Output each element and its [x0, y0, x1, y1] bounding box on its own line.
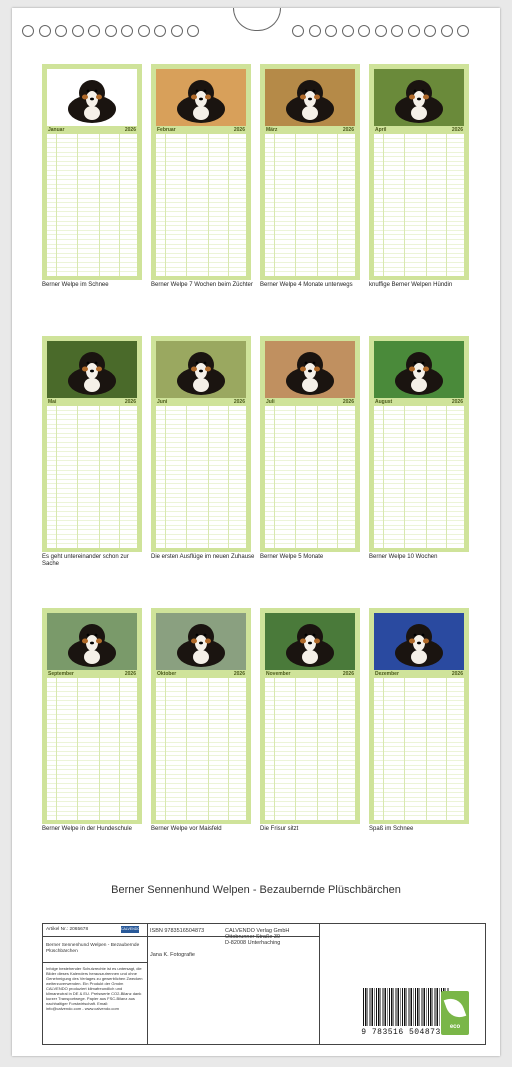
- publisher-line-2: Ottobrunner Straße 39: [225, 934, 281, 940]
- puppy-illustration: [156, 69, 246, 126]
- month-caption: Berner Welpe 10 Wochen: [369, 554, 438, 560]
- month-photo: [47, 69, 137, 126]
- grid-column-line: [295, 134, 296, 276]
- month-name: April: [375, 127, 387, 133]
- calendar-sheet: [12, 8, 500, 1056]
- divider: [147, 924, 148, 1044]
- puppy-illustration: [265, 69, 355, 126]
- month-name: Februar: [157, 127, 176, 133]
- planner-grid: [374, 678, 464, 820]
- eco-badge-icon: [441, 991, 469, 1035]
- month-header: [374, 670, 464, 678]
- calvendo-logo: CALVENDO: [121, 927, 140, 931]
- puppy-illustration: [47, 341, 137, 398]
- binding-ring: [88, 25, 100, 37]
- month-header: [265, 398, 355, 406]
- month-panel: [151, 608, 251, 824]
- grid-column-line: [186, 134, 187, 276]
- month-year: 2026: [124, 671, 136, 677]
- month-year: 2026: [124, 127, 136, 133]
- month-name: Mai: [48, 399, 57, 405]
- publisher-line-3: D-82008 Unterhaching: [225, 940, 281, 946]
- grid-column-line: [274, 678, 275, 820]
- month-header: [47, 670, 137, 678]
- month-photo: [265, 613, 355, 670]
- grid-column-line: [383, 406, 384, 548]
- month-caption: Berner Welpe in der Hundeschule: [42, 826, 132, 832]
- grid-column-line: [274, 134, 275, 276]
- binding-ring: [138, 25, 150, 37]
- binding-ring: [424, 25, 436, 37]
- planner-grid: [47, 406, 137, 548]
- rights-notice: Infolge bestehender Schutzrechte ist es untersagt, die Bilder dieses Kalenders herauszutrennen und ohne Genehmigung des Verlages zu gewerblichen Zwecken weiterzuverwenden. Ein Produkt der Gmdm CALVENDO produziert klimafreundlich und klimaneutral in DE & EU. Preiswerte CO2-Bilanz dank kurzer Transportwege. Papier aus FSC-Bilanz aus nachhaltiger Forstwirtschaft. Email: info@calvendo.com - www.calvendo.com: [46, 966, 143, 1011]
- puppy-illustration: [156, 613, 246, 670]
- month-panel: [260, 336, 360, 552]
- grid-column-line: [317, 134, 318, 276]
- grid-column-line: [295, 678, 296, 820]
- grid-column-line: [446, 406, 447, 548]
- month-caption: Berner Welpe 5 Monate: [260, 554, 324, 560]
- month-photo: [156, 341, 246, 398]
- month-panel: [151, 64, 251, 280]
- grid-column-line: [165, 134, 166, 276]
- grid-column-line: [99, 406, 100, 548]
- month-caption: Berner Welpe 7 Wochen beim Züchter: [151, 282, 253, 288]
- grid-column-line: [77, 678, 78, 820]
- grid-column-line: [295, 406, 296, 548]
- month-year: 2026: [233, 127, 245, 133]
- binding-ring: [408, 25, 420, 37]
- binding-ring: [39, 25, 51, 37]
- month-year: 2026: [451, 671, 463, 677]
- month-panel: [369, 336, 469, 552]
- binding-ring: [325, 25, 337, 37]
- month-header: [374, 398, 464, 406]
- binding-ring: [72, 25, 84, 37]
- puppy-illustration: [374, 613, 464, 670]
- grid-column-line: [426, 678, 427, 820]
- grid-column-line: [404, 406, 405, 548]
- grid-column-line: [404, 678, 405, 820]
- month-name: Juni: [157, 399, 168, 405]
- month-year: 2026: [451, 127, 463, 133]
- month-panel: [260, 64, 360, 280]
- binding-ring: [22, 25, 34, 37]
- grid-column-line: [165, 406, 166, 548]
- month-caption: Spaß im Schnee: [369, 826, 414, 832]
- grid-column-line: [404, 134, 405, 276]
- month-panel: [42, 64, 142, 280]
- grid-column-line: [228, 134, 229, 276]
- month-caption: Es geht untereinander schon zur Sache: [42, 554, 129, 567]
- divider: [43, 936, 147, 937]
- grid-column-line: [317, 678, 318, 820]
- grid-column-line: [56, 678, 57, 820]
- month-year: 2026: [342, 127, 354, 133]
- puppy-illustration: [374, 341, 464, 398]
- grid-column-line: [228, 678, 229, 820]
- planner-grid: [156, 678, 246, 820]
- publisher-line-1: CALVENDO Verlag GmbH: [225, 928, 290, 934]
- info-box: [42, 923, 486, 1045]
- month-name: Dezember: [375, 671, 399, 677]
- binding-ring: [154, 25, 166, 37]
- month-year: 2026: [233, 671, 245, 677]
- month-year: 2026: [342, 399, 354, 405]
- grid-column-line: [56, 406, 57, 548]
- month-photo: [156, 613, 246, 670]
- month-header: [156, 398, 246, 406]
- grid-column-line: [383, 678, 384, 820]
- month-name: August: [375, 399, 393, 405]
- binding-ring: [55, 25, 67, 37]
- grid-column-line: [77, 134, 78, 276]
- binding-ring: [121, 25, 133, 37]
- grid-column-line: [317, 406, 318, 548]
- puppy-illustration: [374, 69, 464, 126]
- month-name: Oktober: [157, 671, 177, 677]
- planner-grid: [47, 678, 137, 820]
- month-photo: [156, 69, 246, 126]
- grid-column-line: [337, 406, 338, 548]
- planner-grid: [47, 134, 137, 276]
- month-panel: [369, 608, 469, 824]
- binding-ring: [391, 25, 403, 37]
- grid-column-line: [56, 134, 57, 276]
- product-name: Berner Sennenhund Welpen - Bezaubernde Plüschbärchen: [46, 943, 140, 954]
- calendar-title: Berner Sennenhund Welpen - Bezaubernde Plüschbärchen: [111, 884, 401, 896]
- grid-column-line: [426, 406, 427, 548]
- planner-grid: [374, 406, 464, 548]
- puppy-illustration: [265, 341, 355, 398]
- barcode: [363, 988, 449, 1026]
- divider: [43, 962, 147, 963]
- grid-column-line: [208, 406, 209, 548]
- grid-column-line: [383, 134, 384, 276]
- binding-ring: [187, 25, 199, 37]
- planner-grid: [265, 678, 355, 820]
- grid-column-line: [119, 678, 120, 820]
- planner-grid: [156, 406, 246, 548]
- binding-ring: [441, 25, 453, 37]
- month-caption: Berner Welpe vor Maisfeld: [151, 826, 222, 832]
- planner-grid: [374, 134, 464, 276]
- grid-column-line: [186, 678, 187, 820]
- planner-grid: [156, 134, 246, 276]
- month-caption: Berner Welpe 4 Monate unterwegs: [260, 282, 353, 288]
- month-photo: [265, 341, 355, 398]
- grid-column-line: [99, 678, 100, 820]
- month-year: 2026: [451, 399, 463, 405]
- month-year: 2026: [124, 399, 136, 405]
- puppy-illustration: [265, 613, 355, 670]
- grid-column-line: [77, 406, 78, 548]
- month-panel: [369, 64, 469, 280]
- puppy-illustration: [47, 613, 137, 670]
- month-caption: Die Frisur sitzt: [260, 826, 299, 832]
- binding-ring: [292, 25, 304, 37]
- grid-column-line: [337, 678, 338, 820]
- eco-label: eco: [449, 1024, 461, 1030]
- binding-ring: [105, 25, 117, 37]
- month-header: [156, 126, 246, 134]
- barcode-number: 9 783516 504873: [361, 1028, 441, 1037]
- leaf-icon: [444, 995, 467, 1021]
- grid-column-line: [337, 134, 338, 276]
- month-header: [47, 398, 137, 406]
- photographer: Jana K. Fotografie: [150, 952, 195, 958]
- grid-column-line: [208, 134, 209, 276]
- grid-column-line: [165, 678, 166, 820]
- grid-column-line: [119, 134, 120, 276]
- month-photo: [47, 613, 137, 670]
- grid-column-line: [99, 134, 100, 276]
- month-photo: [374, 613, 464, 670]
- month-name: September: [48, 671, 74, 677]
- puppy-illustration: [156, 341, 246, 398]
- grid-column-line: [119, 406, 120, 548]
- month-photo: [374, 69, 464, 126]
- month-header: [156, 670, 246, 678]
- binding-ring: [171, 25, 183, 37]
- grid-column-line: [446, 134, 447, 276]
- month-caption: Berner Welpe im Schnee: [42, 282, 109, 288]
- month-caption: Die ersten Ausflüge im neuen Zuhause: [151, 554, 255, 560]
- month-header: [47, 126, 137, 134]
- month-name: November: [266, 671, 291, 677]
- month-header: [374, 126, 464, 134]
- planner-grid: [265, 406, 355, 548]
- month-photo: [265, 69, 355, 126]
- month-header: [265, 670, 355, 678]
- month-header: [265, 126, 355, 134]
- planner-grid: [265, 134, 355, 276]
- grid-column-line: [426, 134, 427, 276]
- isbn: ISBN 9783516504873: [150, 928, 205, 934]
- binding-ring: [309, 25, 321, 37]
- grid-column-line: [446, 678, 447, 820]
- month-panel: [42, 336, 142, 552]
- month-panel: [42, 608, 142, 824]
- month-year: 2026: [342, 671, 354, 677]
- grid-column-line: [228, 406, 229, 548]
- binding-ring: [457, 25, 469, 37]
- month-name: Januar: [48, 127, 65, 133]
- month-name: Juli: [266, 399, 275, 405]
- puppy-illustration: [47, 69, 137, 126]
- binding-ring: [375, 25, 387, 37]
- month-panel: [260, 608, 360, 824]
- binding-ring: [342, 25, 354, 37]
- month-photo: [374, 341, 464, 398]
- binding-ring: [358, 25, 370, 37]
- month-year: 2026: [233, 399, 245, 405]
- divider: [319, 924, 320, 1044]
- month-name: März: [266, 127, 278, 133]
- month-caption: knuffige Berner Welpen Hündin: [369, 282, 453, 288]
- grid-column-line: [186, 406, 187, 548]
- month-panel: [151, 336, 251, 552]
- article-number: Artikel Nr.: 2065678: [46, 927, 89, 932]
- grid-column-line: [208, 678, 209, 820]
- grid-column-line: [274, 406, 275, 548]
- month-photo: [47, 341, 137, 398]
